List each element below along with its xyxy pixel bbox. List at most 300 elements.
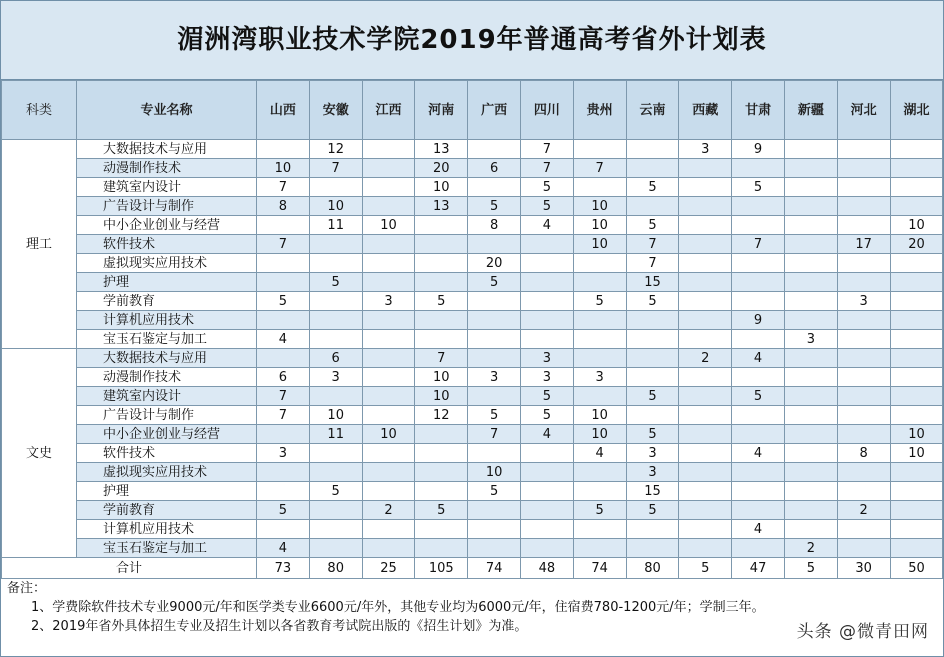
major-name-cell: 中小企业创业与经营: [77, 216, 257, 235]
quota-cell: [468, 501, 521, 520]
column-header-province: 山西: [257, 81, 310, 140]
quota-cell: 7: [257, 235, 310, 254]
column-header-province: 安徽: [309, 81, 362, 140]
total-cell: 50: [890, 558, 943, 579]
major-name-cell: 宝玉石鉴定与加工: [77, 539, 257, 558]
major-name-cell: 建筑室内设计: [77, 178, 257, 197]
quota-cell: [890, 501, 943, 520]
quota-cell: 10: [573, 197, 626, 216]
quota-cell: [468, 235, 521, 254]
quota-cell: 5: [468, 406, 521, 425]
quota-cell: 10: [468, 463, 521, 482]
quota-cell: 15: [626, 482, 679, 501]
quota-cell: [837, 311, 890, 330]
quota-cell: [732, 539, 785, 558]
quota-cell: [626, 406, 679, 425]
quota-cell: 10: [573, 216, 626, 235]
table-row: [2, 520, 943, 539]
quota-cell: 10: [415, 387, 468, 406]
quota-cell: 4: [732, 349, 785, 368]
total-cell: 105: [415, 558, 468, 579]
quota-cell: [468, 140, 521, 159]
quota-cell: [784, 273, 837, 292]
quota-cell: 7: [257, 406, 310, 425]
quota-cell: [679, 444, 732, 463]
note-line-2: 2、2019年省外具体招生专业及招生计划以各省教育考试院出版的《招生计划》为准。: [31, 619, 528, 634]
quota-cell: [626, 368, 679, 387]
quota-cell: [415, 520, 468, 539]
quota-cell: [362, 349, 415, 368]
major-name-cell: 宝玉石鉴定与加工: [77, 330, 257, 349]
quota-cell: [837, 216, 890, 235]
quota-cell: [784, 159, 837, 178]
quota-cell: [732, 292, 785, 311]
quota-cell: [573, 311, 626, 330]
quota-cell: [362, 406, 415, 425]
quota-cell: 5: [257, 292, 310, 311]
column-header-province: 西藏: [679, 81, 732, 140]
quota-cell: [837, 425, 890, 444]
quota-cell: 3: [626, 463, 679, 482]
quota-cell: [784, 520, 837, 539]
quota-cell: [732, 159, 785, 178]
quota-cell: [520, 520, 573, 539]
total-cell: 5: [679, 558, 732, 579]
quota-cell: 10: [415, 368, 468, 387]
quota-cell: 11: [309, 216, 362, 235]
quota-cell: 7: [309, 159, 362, 178]
quota-cell: [362, 463, 415, 482]
quota-cell: 5: [573, 501, 626, 520]
quota-cell: 7: [520, 140, 573, 159]
quota-cell: [890, 292, 943, 311]
column-header-province: 湖北: [890, 81, 943, 140]
notes-title: 备注：: [7, 581, 47, 596]
table-row: [2, 368, 943, 387]
table-row: [2, 140, 943, 159]
quota-cell: 10: [890, 444, 943, 463]
quota-cell: [257, 463, 310, 482]
quota-cell: 8: [468, 216, 521, 235]
quota-cell: [468, 178, 521, 197]
quota-cell: [837, 368, 890, 387]
quota-cell: [679, 235, 732, 254]
quota-cell: [415, 482, 468, 501]
quota-cell: [257, 520, 310, 539]
quota-cell: [784, 178, 837, 197]
quota-cell: 20: [415, 159, 468, 178]
quota-cell: [732, 197, 785, 216]
quota-cell: 7: [468, 425, 521, 444]
quota-cell: 10: [309, 197, 362, 216]
quota-cell: 3: [520, 368, 573, 387]
quota-cell: [573, 463, 626, 482]
quota-cell: 5: [415, 292, 468, 311]
column-header-province: 江西: [362, 81, 415, 140]
total-cell: 5: [784, 558, 837, 579]
quota-cell: 6: [257, 368, 310, 387]
quota-cell: 4: [257, 330, 310, 349]
quota-cell: [362, 311, 415, 330]
major-name-cell: 护理: [77, 273, 257, 292]
column-header-province: 新疆: [784, 81, 837, 140]
watermark: 头条 @微青田网: [797, 617, 929, 642]
major-name-cell: 护理: [77, 482, 257, 501]
quota-cell: [362, 368, 415, 387]
column-header-province: 云南: [626, 81, 679, 140]
quota-cell: 8: [257, 197, 310, 216]
quota-cell: [732, 330, 785, 349]
quota-cell: [415, 273, 468, 292]
total-cell: 73: [257, 558, 310, 579]
quota-cell: 4: [732, 520, 785, 539]
quota-cell: 20: [890, 235, 943, 254]
quota-cell: [784, 292, 837, 311]
quota-cell: [890, 539, 943, 558]
quota-cell: 7: [415, 349, 468, 368]
quota-cell: [784, 444, 837, 463]
quota-cell: [679, 330, 732, 349]
quota-cell: 5: [309, 273, 362, 292]
major-name-cell: 动漫制作技术: [77, 159, 257, 178]
quota-cell: [732, 368, 785, 387]
quota-cell: [837, 197, 890, 216]
total-cell: 74: [573, 558, 626, 579]
quota-cell: [520, 254, 573, 273]
quota-cell: 5: [732, 178, 785, 197]
quota-cell: [890, 273, 943, 292]
quota-cell: 3: [520, 349, 573, 368]
quota-cell: [890, 387, 943, 406]
quota-cell: [573, 520, 626, 539]
quota-cell: 4: [257, 539, 310, 558]
quota-cell: 4: [732, 444, 785, 463]
quota-cell: 3: [784, 330, 837, 349]
quota-cell: [362, 520, 415, 539]
quota-cell: 5: [468, 273, 521, 292]
quota-cell: [837, 539, 890, 558]
quota-cell: [679, 311, 732, 330]
quota-cell: [679, 159, 732, 178]
quota-cell: [573, 539, 626, 558]
quota-cell: 10: [257, 159, 310, 178]
table-row: [2, 501, 943, 520]
category-cell: 文史: [2, 349, 77, 558]
quota-cell: [626, 197, 679, 216]
major-name-cell: 计算机应用技术: [77, 311, 257, 330]
quota-cell: 4: [520, 425, 573, 444]
quota-cell: [890, 368, 943, 387]
quota-cell: [837, 330, 890, 349]
quota-cell: [890, 406, 943, 425]
table-row: [2, 330, 943, 349]
quota-cell: [679, 501, 732, 520]
column-header-province: 贵州: [573, 81, 626, 140]
quota-cell: [784, 235, 837, 254]
quota-cell: 5: [626, 501, 679, 520]
quota-cell: [784, 216, 837, 235]
quota-cell: [257, 349, 310, 368]
quota-cell: 3: [573, 368, 626, 387]
quota-cell: [837, 254, 890, 273]
quota-cell: [890, 178, 943, 197]
quota-cell: [468, 292, 521, 311]
quota-cell: 5: [257, 501, 310, 520]
quota-cell: [257, 254, 310, 273]
table-row: [2, 406, 943, 425]
quota-cell: [257, 311, 310, 330]
quota-cell: [837, 463, 890, 482]
major-name-cell: 计算机应用技术: [77, 520, 257, 539]
quota-cell: [468, 520, 521, 539]
quota-cell: 5: [626, 178, 679, 197]
quota-cell: 3: [468, 368, 521, 387]
table-row: [2, 178, 943, 197]
major-name-cell: 广告设计与制作: [77, 197, 257, 216]
quota-cell: [309, 444, 362, 463]
quota-cell: 5: [626, 292, 679, 311]
quota-cell: [573, 178, 626, 197]
quota-cell: [890, 349, 943, 368]
quota-cell: [732, 463, 785, 482]
quota-cell: 5: [732, 387, 785, 406]
quota-cell: 4: [573, 444, 626, 463]
quota-cell: 7: [626, 235, 679, 254]
quota-cell: 3: [626, 444, 679, 463]
quota-cell: 2: [837, 501, 890, 520]
quota-cell: 5: [415, 501, 468, 520]
quota-cell: 5: [626, 216, 679, 235]
quota-cell: [732, 216, 785, 235]
quota-cell: [257, 425, 310, 444]
quota-cell: 15: [626, 273, 679, 292]
quota-cell: 3: [257, 444, 310, 463]
column-header-major: 专业名称: [77, 81, 257, 140]
quota-cell: 3: [679, 140, 732, 159]
note-line-1: 1、学费除软件技术专业9000元/年和医学类专业6600元/年外，其他专业均为6000元/年，住宿费780-1200元/年；学制三年。: [31, 600, 765, 615]
quota-cell: 7: [520, 159, 573, 178]
quota-cell: 7: [732, 235, 785, 254]
quota-cell: 5: [309, 482, 362, 501]
quota-cell: [520, 482, 573, 501]
quota-cell: 6: [309, 349, 362, 368]
quota-cell: [679, 368, 732, 387]
quota-cell: 10: [309, 406, 362, 425]
table-row: [2, 254, 943, 273]
quota-cell: [890, 482, 943, 501]
quota-cell: [679, 216, 732, 235]
quota-cell: [837, 159, 890, 178]
quota-cell: [679, 387, 732, 406]
quota-cell: [415, 311, 468, 330]
quota-cell: [362, 178, 415, 197]
quota-cell: [309, 520, 362, 539]
column-header-category: 科类: [2, 81, 77, 140]
quota-cell: [784, 197, 837, 216]
quota-cell: [679, 197, 732, 216]
quota-cell: 17: [837, 235, 890, 254]
quota-cell: [784, 368, 837, 387]
major-name-cell: 虚拟现实应用技术: [77, 463, 257, 482]
quota-cell: [890, 197, 943, 216]
quota-cell: [890, 330, 943, 349]
quota-cell: [573, 349, 626, 368]
quota-cell: [520, 292, 573, 311]
quota-cell: [573, 273, 626, 292]
quota-cell: [679, 482, 732, 501]
quota-cell: 5: [520, 197, 573, 216]
quota-cell: 12: [309, 140, 362, 159]
quota-cell: [626, 539, 679, 558]
table-row: [2, 159, 943, 178]
table-row: [2, 425, 943, 444]
quota-cell: [626, 349, 679, 368]
major-name-cell: 大数据技术与应用: [77, 140, 257, 159]
quota-cell: 7: [626, 254, 679, 273]
quota-cell: [573, 482, 626, 501]
quota-cell: [309, 330, 362, 349]
quota-cell: [415, 216, 468, 235]
quota-cell: [626, 159, 679, 178]
quota-cell: [362, 140, 415, 159]
quota-cell: 5: [573, 292, 626, 311]
table-row: [2, 235, 943, 254]
quota-cell: 11: [309, 425, 362, 444]
quota-cell: 8: [837, 444, 890, 463]
quota-cell: [309, 501, 362, 520]
column-header-province: 四川: [520, 81, 573, 140]
quota-cell: 7: [257, 178, 310, 197]
total-cell: 25: [362, 558, 415, 579]
total-row: [2, 558, 943, 579]
quota-cell: [626, 330, 679, 349]
quota-cell: [520, 273, 573, 292]
quota-cell: [573, 387, 626, 406]
quota-cell: 5: [468, 197, 521, 216]
quota-cell: 10: [362, 216, 415, 235]
total-label: 合计: [2, 558, 257, 579]
quota-cell: 10: [890, 216, 943, 235]
quota-cell: [309, 311, 362, 330]
quota-cell: [837, 406, 890, 425]
major-name-cell: 中小企业创业与经营: [77, 425, 257, 444]
quota-cell: [362, 539, 415, 558]
total-cell: 74: [468, 558, 521, 579]
quota-cell: 10: [890, 425, 943, 444]
quota-cell: 3: [362, 292, 415, 311]
quota-cell: [626, 520, 679, 539]
quota-cell: [362, 444, 415, 463]
table-row: [2, 197, 943, 216]
quota-cell: [520, 444, 573, 463]
quota-cell: [784, 140, 837, 159]
quota-cell: 5: [626, 387, 679, 406]
major-name-cell: 软件技术: [77, 235, 257, 254]
quota-cell: [520, 501, 573, 520]
quota-cell: [890, 520, 943, 539]
quota-cell: [468, 444, 521, 463]
total-cell: 80: [626, 558, 679, 579]
quota-cell: [679, 178, 732, 197]
quota-cell: [520, 539, 573, 558]
major-name-cell: 动漫制作技术: [77, 368, 257, 387]
quota-cell: [309, 235, 362, 254]
quota-cell: [257, 140, 310, 159]
quota-cell: [784, 463, 837, 482]
quota-cell: [362, 330, 415, 349]
table-row: [2, 311, 943, 330]
quota-cell: [679, 463, 732, 482]
quota-cell: 10: [573, 406, 626, 425]
page-title: 湄洲湾职业技术学院2019年普通高考省外计划表: [1, 1, 943, 80]
quota-cell: [415, 235, 468, 254]
table-row: [2, 292, 943, 311]
quota-cell: [520, 311, 573, 330]
quota-cell: 9: [732, 311, 785, 330]
quota-cell: [784, 311, 837, 330]
quota-cell: [362, 197, 415, 216]
quota-cell: [468, 539, 521, 558]
quota-cell: [362, 482, 415, 501]
quota-cell: [732, 406, 785, 425]
quota-cell: 5: [626, 425, 679, 444]
quota-cell: 10: [415, 178, 468, 197]
major-name-cell: 软件技术: [77, 444, 257, 463]
quota-cell: [362, 273, 415, 292]
quota-cell: [890, 463, 943, 482]
column-header-province: 河北: [837, 81, 890, 140]
quota-cell: [415, 444, 468, 463]
major-name-cell: 广告设计与制作: [77, 406, 257, 425]
total-cell: 48: [520, 558, 573, 579]
quota-cell: [732, 425, 785, 444]
quota-cell: [520, 463, 573, 482]
quota-cell: 4: [520, 216, 573, 235]
quota-cell: [309, 254, 362, 273]
total-cell: 30: [837, 558, 890, 579]
quota-cell: 10: [362, 425, 415, 444]
quota-cell: 13: [415, 197, 468, 216]
table-row: [2, 444, 943, 463]
major-name-cell: 学前教育: [77, 292, 257, 311]
table-row: [2, 539, 943, 558]
quota-cell: 5: [520, 178, 573, 197]
quota-cell: 5: [520, 406, 573, 425]
quota-cell: [309, 178, 362, 197]
quota-cell: [257, 273, 310, 292]
quota-cell: [679, 292, 732, 311]
table-row: [2, 273, 943, 292]
quota-cell: [732, 501, 785, 520]
quota-cell: [837, 482, 890, 501]
total-cell: 47: [732, 558, 785, 579]
quota-cell: 6: [468, 159, 521, 178]
category-cell: 理工: [2, 140, 77, 349]
column-header-province: 广西: [468, 81, 521, 140]
quota-cell: [837, 520, 890, 539]
quota-cell: [257, 216, 310, 235]
quota-cell: [732, 254, 785, 273]
quota-cell: [257, 482, 310, 501]
table-header-row: [2, 81, 943, 140]
quota-cell: [837, 178, 890, 197]
quota-cell: [837, 349, 890, 368]
quota-cell: 5: [468, 482, 521, 501]
quota-cell: [679, 406, 732, 425]
enrollment-plan-table: [1, 80, 943, 579]
quota-cell: [890, 311, 943, 330]
quota-cell: [309, 292, 362, 311]
